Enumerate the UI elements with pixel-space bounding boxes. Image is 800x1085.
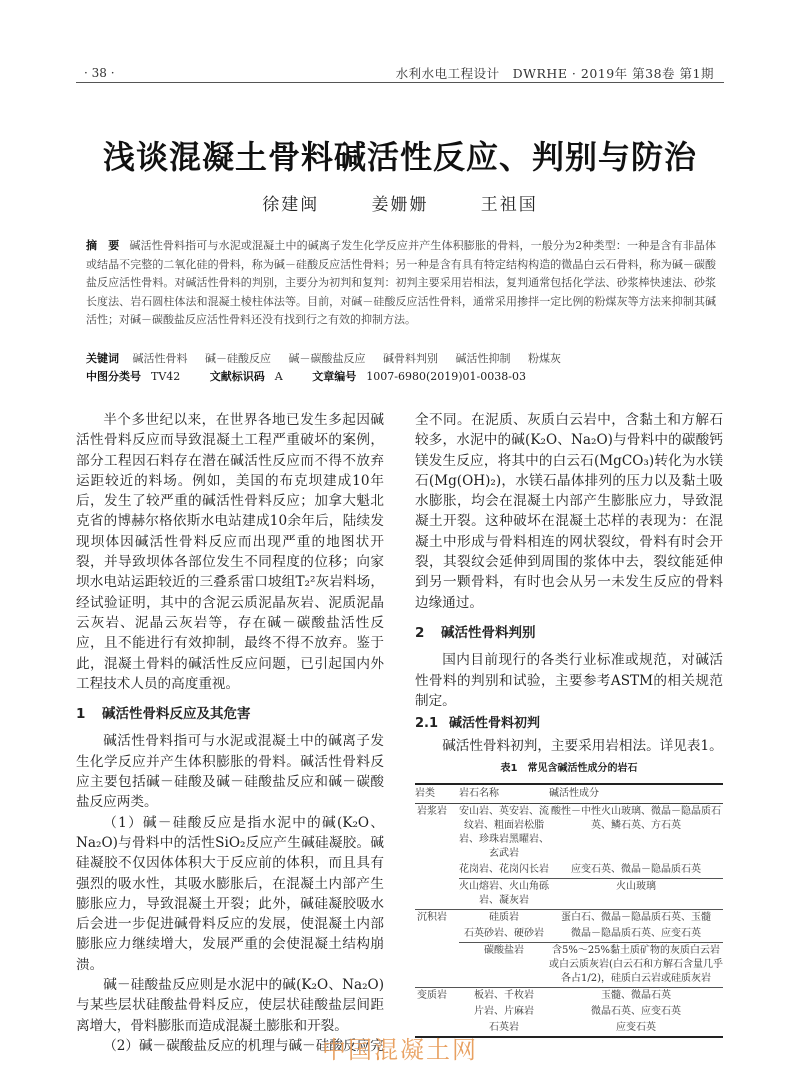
article-title: 浅谈混凝土骨料碱活性反应、判别与防治 bbox=[102, 138, 697, 176]
header-rule bbox=[76, 82, 724, 83]
table-header: 岩石名称 bbox=[459, 784, 549, 804]
paragraph: 碱活性骨料指可与水泥或混凝土中的碱离子发生化学反应并产生体积膨胀的骨料。碱活性骨料反应主要包括碱－硅酸及碱－硅酸盐反应和碱－碳酸盐反应两类。 bbox=[76, 733, 384, 811]
keywords-label: 关键词 bbox=[86, 352, 119, 365]
table-cell bbox=[415, 943, 459, 988]
table-cell bbox=[415, 879, 459, 910]
table-cell: 火山熔岩、火山角砾岩、凝灰岩 bbox=[459, 879, 549, 910]
section-1-heading: 1 碱活性骨料反应及其危害 bbox=[76, 706, 251, 723]
paragraph: 碱－硅酸盐反应则是水泥中的碱(K₂O、Na₂O)与某些层状硅酸盐骨料反应，使层状硅酸盐层间距离增大，骨料膨胀而造成混凝土膨胀和开裂。 bbox=[76, 977, 384, 1034]
author: 徐建闽 bbox=[262, 195, 320, 215]
table-cell: 片岩、片麻岩 bbox=[474, 1006, 534, 1018]
abstract-label: 摘 要 bbox=[86, 239, 120, 252]
table-cell: 含5%～25%黏土质矿物的灰质白云岩或白云质灰岩(白云石和方解石含量几乎各占1/2)，硅质白云岩或硅质灰岩 bbox=[549, 943, 723, 988]
abstract-text: 碱活性骨料指可与水泥或混凝土中的碱离子发生化学反应并产生体积膨胀的骨料，一般分为2种类型：一种是含有非晶体或结晶不完整的二氧化硅的骨料，称为碱－硅酸反应活性骨料；另一种是含有具有特定结构构造的微晶白云石骨料，称为碱－碳酸盐反应活性骨料。对碱活性骨料的判别，主要分为初判和复判：初判主要采用岩相法，复判通常包括化学法、砂浆棒快速法、砂浆长度法、岩石圆柱体法和混凝土棱柱体法等。目前，对碱－硅酸反应活性骨料，通常采用掺拌一定比例的粉煤灰等方法来抑制其碱活性；对碱－碳酸盐反应活性骨料还没有找到行之有效的抑制方法。 bbox=[86, 239, 716, 327]
table-cell: 玉髓、微晶石英 bbox=[549, 988, 723, 1005]
table-caption: 表1 常见含碱活性成分的岩石 bbox=[500, 762, 638, 774]
table-cell: 板岩、千枚岩 bbox=[459, 988, 549, 1005]
table-row bbox=[415, 1004, 723, 1020]
paragraph: 全不同。在泥质、灰质白云岩中，含黏土和方解石较多，水泥中的碱(K₂O、Na₂O)与骨料中的碳酸钙镁发生反应，将其中的白云石(MgCO₃)转化为水镁石(Mg(OH)₂)，水镁石晶体排列的压力以及黏土吸水膨胀，均会在混凝土内部产生膨胀应力，导致混凝土开裂。这种破坏在混凝土芯样的表现为：在混凝土中形成与骨料相连的网状裂纹，骨料有时会开裂，其裂纹会延伸到周围的浆体中去，裂纹能延伸到另一颗骨料，有时也会从另一未发生反应的骨料边缘通过。 bbox=[415, 412, 723, 611]
table-cell: 花岗岩、花岗闪长岩 bbox=[459, 864, 549, 876]
table-cell: 蛋白石、微晶－隐晶质石英、玉髓 bbox=[549, 910, 723, 927]
table-row bbox=[415, 879, 723, 910]
table-cell: 石英砂岩、硬砂岩 bbox=[464, 928, 544, 940]
paragraph: （2）碱－碳酸盐反应的机理与碱－硅酸反应完 bbox=[103, 1037, 384, 1054]
table-cell: 变质岩 bbox=[415, 988, 459, 1005]
authors bbox=[0, 190, 800, 215]
doc-code-label: 文献标识码 bbox=[209, 370, 265, 383]
section-2-1-heading: 2.1 碱活性骨料初判 bbox=[415, 716, 541, 732]
table-row bbox=[415, 943, 723, 988]
paragraph: 国内目前现行的各类行业标准或规范，对碱活性骨料的判别和试验，主要参考ASTM的相关规范制定。 bbox=[415, 652, 723, 709]
journal-header: 水利水电工程设计 DWRHE · 2019年 第38卷 第1期 bbox=[395, 66, 714, 81]
table-cell: 安山岩、英安岩、流纹岩、粗面岩松脂岩、珍珠岩黑曜岩、玄武岩 bbox=[459, 806, 549, 860]
author: 姜姗姗 bbox=[371, 195, 429, 215]
classification-line bbox=[86, 368, 726, 384]
table-cell: 应变石英、微晶－隐晶质石英 bbox=[571, 864, 701, 876]
intro-paragraph: 半个多世纪以来，在世界各地已发生多起因碱活性骨料反应而导致混凝土工程严重破坏的案例，部分工程因石料存在潜在碱活性反应而不得不放弃运距较近的料场。例如，美国的布克坝建成10年后，发生了较严重的碱活性骨料反应；加拿大魁北克省的博赫尔格依斯水电站建成10余年后，陆续发现坝体因碱活性骨料反应而出现严重的地图状开裂，并导致坝体各部位发生不同程度的位移；向家坝水电站运距较近的三叠系雷口坡组T₂²灰岩料场，经试验证明，其中的含泥云质泥晶灰岩、泥质泥晶云灰岩、泥晶云灰岩等，存在碱－碳酸盐活性反应，且不能进行有效抑制，最终不得不放弃。鉴于此，混凝土骨料的碱活性反应问题，已引起国内外工程技术人员的高度重视。 bbox=[76, 412, 384, 692]
keyword: 碱活性骨料 bbox=[132, 352, 188, 365]
table-cell: 微晶石英、应变石英 bbox=[591, 1006, 681, 1018]
rock-table bbox=[415, 783, 723, 1038]
table-cell bbox=[415, 1004, 459, 1020]
keyword: 碱骨料判别 bbox=[383, 352, 438, 365]
left-column bbox=[76, 410, 384, 1056]
table-row bbox=[415, 988, 723, 1005]
page-number: · 38 · bbox=[84, 66, 115, 80]
table-cell bbox=[415, 862, 459, 879]
table-cell: 微晶－隐晶质石英、应变石英 bbox=[571, 928, 701, 940]
article-no-label: 文章编号 bbox=[312, 370, 357, 383]
paragraph: （1）碱－硅酸反应是指水泥中的碱(K₂O、Na₂O)与骨料中的活性SiO₂反应产生碱硅凝胶。碱硅凝胶不仅因体体积大于反应前的体积，而且具有强烈的吸水性，其吸水膨胀后，在混凝土内部产生膨胀应力，导致混凝土开裂；此外，碱硅凝胶吸水后会进一步促进碱骨料反应的发展，使混凝土内部膨胀应力继续增大，发展严重的会使混凝土结构崩溃。 bbox=[76, 814, 384, 973]
table-row bbox=[415, 926, 723, 943]
author: 王祖国 bbox=[480, 195, 538, 215]
paragraph: 碱活性骨料初判，主要采用岩相法。详见表1。 bbox=[442, 738, 723, 755]
watermark: 中国混凝土网 bbox=[322, 1036, 478, 1064]
keywords bbox=[86, 350, 726, 366]
doc-code-value: A bbox=[274, 370, 283, 383]
article-no-value: 1007-6980(2019)01-0038-03 bbox=[366, 370, 526, 383]
table-cell: 碳酸盐岩 bbox=[459, 943, 549, 988]
clc-label: 中图分类号 bbox=[86, 370, 141, 383]
table-cell: 应变石英 bbox=[549, 1020, 723, 1037]
table-cell: 酸性－中性火山玻璃、微晶－隐晶质石英、鳞石英、方石英 bbox=[551, 806, 721, 832]
table-row bbox=[415, 804, 723, 863]
keyword: 碱－硅酸反应 bbox=[205, 352, 271, 365]
table-cell: 硅质岩 bbox=[459, 910, 549, 927]
right-column bbox=[415, 410, 723, 1038]
table-cell: 石英岩 bbox=[459, 1020, 549, 1037]
keyword: 碱活性抑制 bbox=[455, 352, 511, 365]
table-cell: 火山玻璃 bbox=[549, 879, 723, 910]
table-cell: 岩浆岩 bbox=[417, 806, 447, 818]
table-header: 碱活性成分 bbox=[549, 784, 723, 804]
section-2-heading: 2 碱活性骨料判别 bbox=[415, 624, 536, 641]
keyword: 粉煤灰 bbox=[528, 352, 561, 365]
table-row bbox=[415, 910, 723, 927]
table-cell: 沉积岩 bbox=[415, 910, 459, 927]
table-header: 岩类 bbox=[415, 784, 459, 804]
clc-value: TV42 bbox=[151, 370, 181, 383]
table-row bbox=[415, 862, 723, 879]
abstract bbox=[86, 237, 716, 330]
keyword: 碱－碳酸盐反应 bbox=[288, 352, 366, 365]
table-cell bbox=[415, 926, 459, 943]
